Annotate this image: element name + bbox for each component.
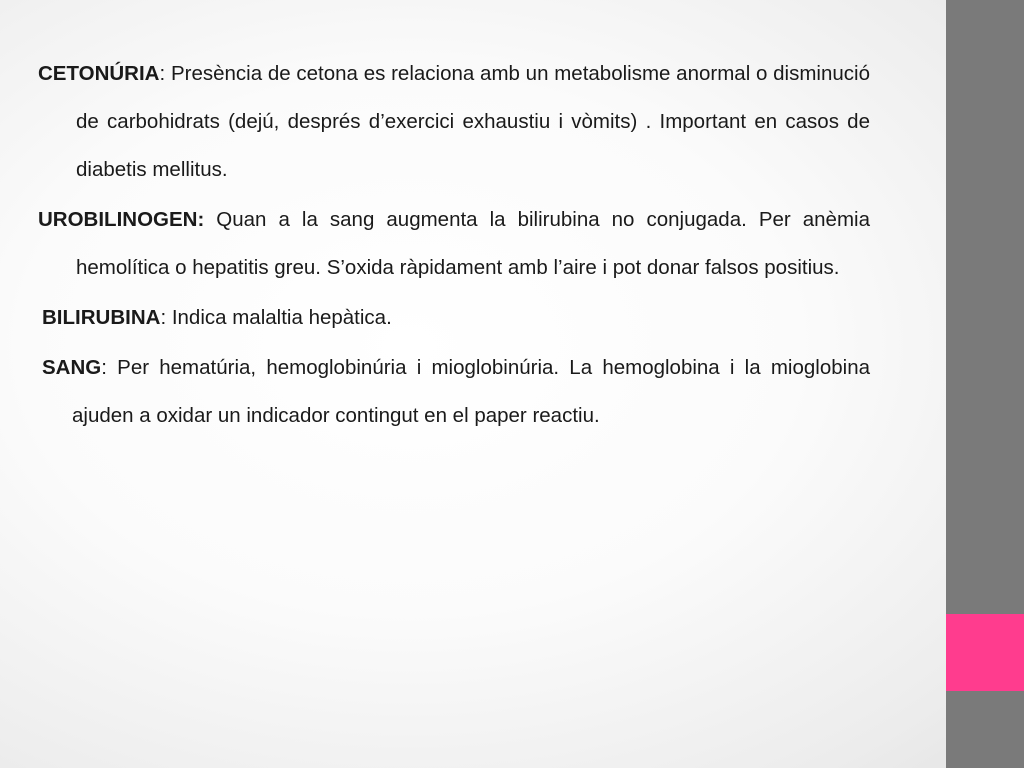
paragraph-bilirubina: [38, 294, 870, 342]
description-urobilinogen: Quan a la sang augmenta la bilirubina no conjugada. Per anèmia hemolítica o hepatitis greu. S’oxida ràpidament amb l’aire i pot donar falsos positius.: [76, 208, 870, 279]
paragraph-sang: [38, 344, 870, 440]
separator-sang: :: [101, 356, 107, 379]
paragraph-urobilinogen: [38, 196, 870, 292]
description-bilirubina: Indica malaltia hepàtica.: [166, 306, 392, 329]
separator-bilirubina: :: [160, 306, 167, 329]
slide-content: [38, 50, 870, 442]
term-urobilinogen: UROBILINOGEN:: [38, 208, 205, 231]
description-cetonuria: Presència de cetona es relaciona amb un metabolisme anormal o disminució de carbohidrats (dejú, després d’exercici exhaustiu i vòmits) . Important en casos de diabetis mellitus.: [76, 62, 870, 181]
term-sang: SANG: [42, 356, 102, 379]
term-cetonuria: CETONÚRIA: [38, 62, 160, 85]
description-sang: Per hematúria, hemoglobinúria i mioglobinúria. La hemoglobina i la mioglobina ajuden a oxidar un indicador contingut en el paper reactiu.: [72, 356, 870, 427]
decorative-accent-block: [946, 614, 1024, 691]
term-bilirubina: BILIRUBINA: [42, 306, 161, 329]
separator-cetonuria: :: [159, 62, 166, 85]
paragraph-cetonuria: [38, 50, 870, 194]
